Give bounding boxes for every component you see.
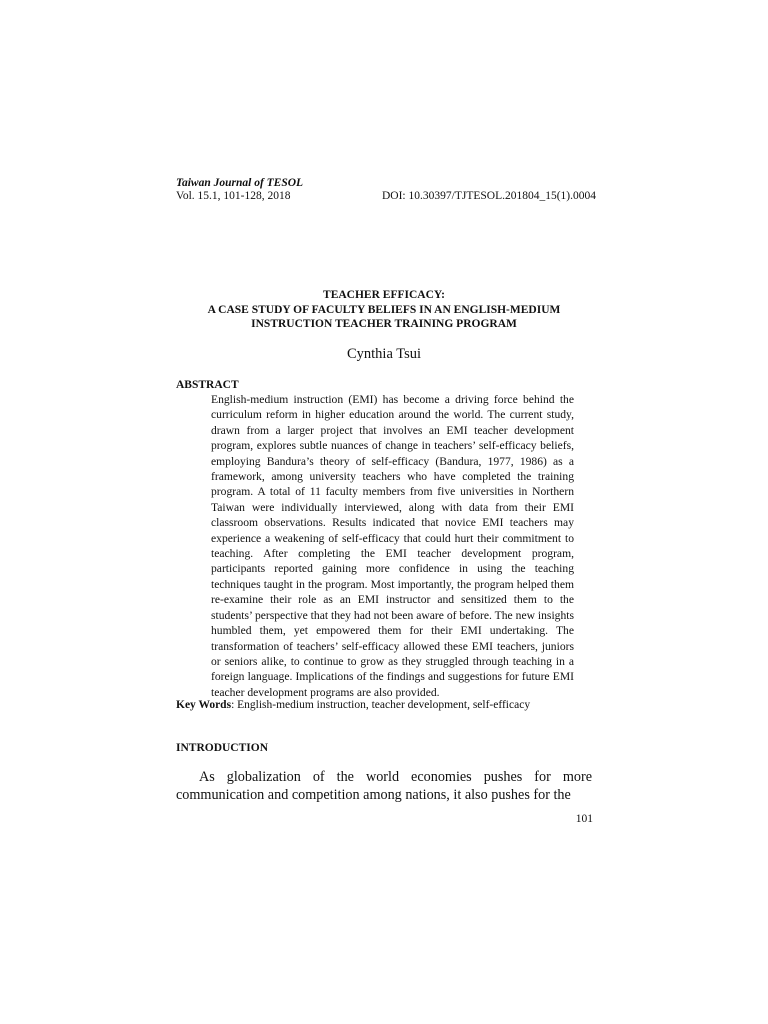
volume-info: Vol. 15.1, 101-128, 2018	[176, 190, 291, 202]
introduction-heading: INTRODUCTION	[176, 742, 269, 754]
title-line-2: A CASE STUDY OF FACULTY BELIEFS IN AN ENGLISH-MEDIUM	[207, 303, 561, 316]
keywords-label: Key Words	[176, 699, 232, 711]
introduction-text: As globalization of the world economies pushes for more communication and competition among nations, it also pushes for the	[176, 769, 592, 803]
title-line-3: INSTRUCTION TEACHER TRAINING PROGRAM	[251, 318, 517, 330]
keywords-value: : English-medium instruction, teacher development, self-efficacy	[231, 699, 531, 711]
abstract-heading: ABSTRACT	[176, 379, 239, 391]
paper-title	[176, 288, 592, 332]
abstract-text: English-medium instruction (EMI) has become a driving force behind the curriculum reform in higher education around the world. The current study, drawn from a larger project that involves an EMI teacher development program, explores subtle nuances of change in teachers’ self-efficacy beliefs, employing Bandura’s theory of self-efficacy (Bandura, 1977, 1986) as a framework, among university teachers who have completed the training program. A total of 11 faculty members from five universities in Northern Taiwan were individually interviewed, along with data from their EMI classroom observations. Results indicated that novice EMI teachers may experience a weakening of self-efficacy that could hurt their commitment to teaching. After completing the EMI teacher development program, participants reported gaining more confidence in using the teaching techniques taught in the program. Most importantly, the program helped them re-examine their role as an EMI instructor and sensitized them to the students’ perspective that they had not been aware of before. The new insights humbled them, yet empowered them for their EMI undertaking. The transformation of teachers’ self-efficacy allowed these EMI teachers, juniors or seniors alike, to continue to grow as they struggled through teaching in a foreign language. Implications of the findings and suggestions for future EMI teacher development programs are also provided.	[211, 393, 574, 699]
doi: DOI: 10.30397/TJTESOL.201804_15(1).0004	[381, 190, 596, 202]
journal-header	[176, 177, 596, 203]
page-number: 101	[575, 813, 593, 825]
author-name: Cynthia Tsui	[346, 346, 422, 362]
journal-name: Taiwan Journal of TESOL	[176, 177, 304, 189]
keywords	[176, 699, 596, 711]
journal-meta	[176, 190, 596, 203]
title-line-1: TEACHER EFFICACY:	[323, 289, 445, 301]
